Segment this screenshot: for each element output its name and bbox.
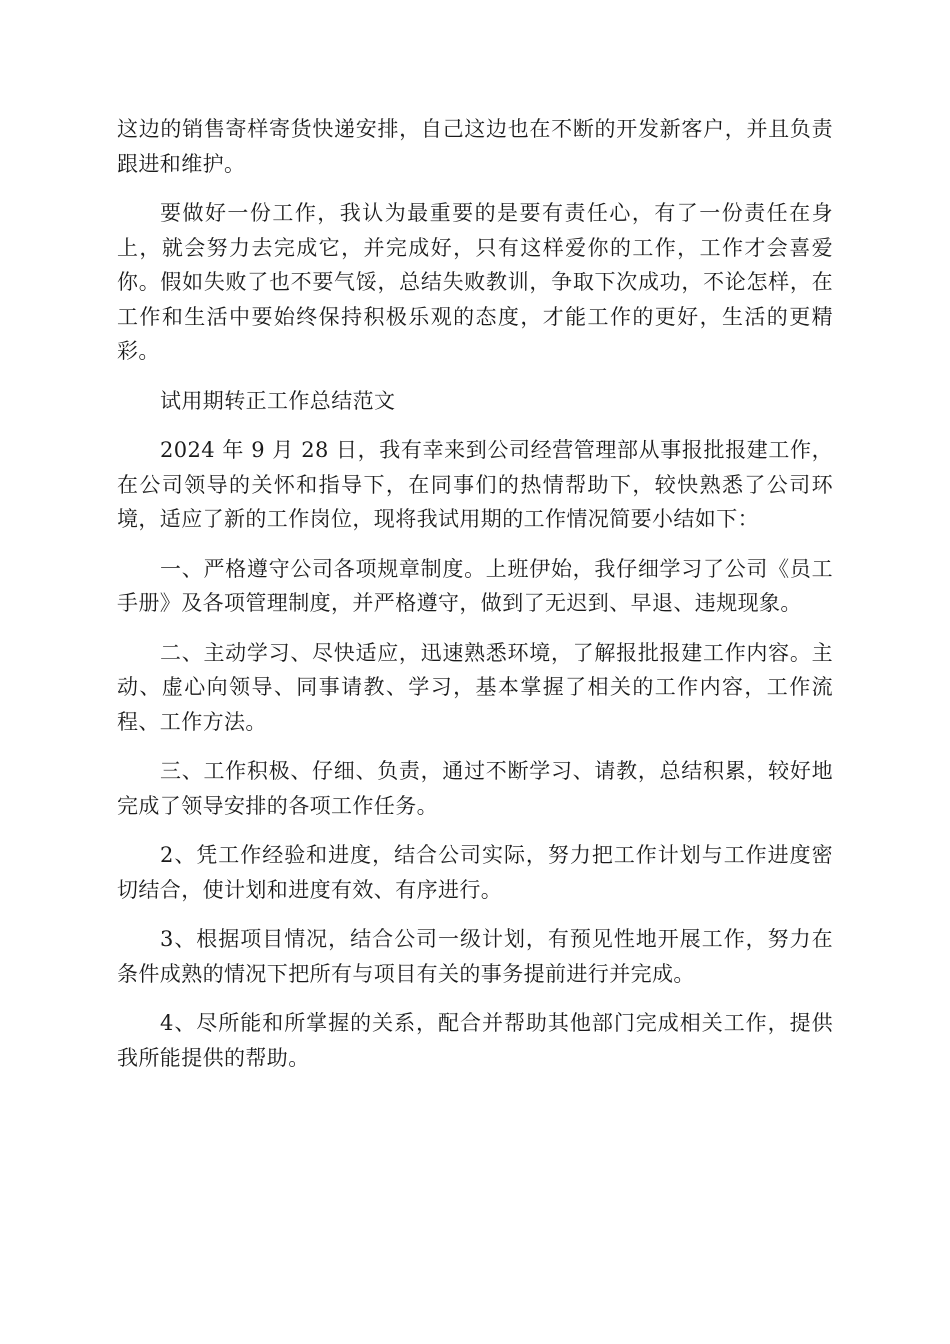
paragraph-continued: 这边的销售寄样寄货快递安排，自己这边也在不断的开发新客户，并且负责跟进和维护。 [117, 117, 833, 176]
document-body [117, 112, 833, 1090]
paragraph-subitem-2: 2、凭工作经验和进度，结合公司实际，努力把工作计划与工作进度密切结合，使计划和进度有效、有序进行。 [117, 843, 833, 902]
paragraph-subitem-3: 3、根据项目情况，结合公司一级计划，有预见性地开展工作，努力在条件成熟的情况下把所有与项目有关的事务提前进行并完成。 [117, 927, 833, 986]
paragraph-responsibility: 要做好一份工作，我认为最重要的是要有责任心，有了一份责任在身上，就会努力去完成它，并完成好，只有这样爱你的工作，工作才会喜爱你。假如失败了也不要气馁，总结失败教训，争取下次成功，不论怎样，在工作和生活中要始终保持积极乐观的态度，才能工作的更好，生活的更精彩。 [117, 201, 833, 363]
paragraph-item-2: 二、主动学习、尽快适应，迅速熟悉环境，了解报批报建工作内容。主动、虚心向领导、同事请教、学习，基本掌握了相关的工作内容，工作流程、工作方法。 [117, 640, 833, 734]
paragraph-item-1: 一、严格遵守公司各项规章制度。上班伊始，我仔细学习了公司《员工手册》及各项管理制度，并严格遵守，做到了无迟到、早退、违规现象。 [117, 556, 833, 615]
paragraph-subitem-4: 4、尽所能和所掌握的关系，配合并帮助其他部门完成相关工作，提供我所能提供的帮助。 [117, 1011, 833, 1070]
section-title: 试用期转正工作总结范文 [160, 388, 396, 413]
paragraph-intro: 2024 年 9 月 28 日，我有幸来到公司经营管理部从事报批报建工作，在公司领导的关怀和指导下，在同事们的热情帮助下，较快熟悉了公司环境，适应了新的工作岗位，现将我试用期的工作情况简要小结如下： [117, 438, 833, 531]
paragraph-item-3: 三、工作积极、仔细、负责，通过不断学习、请教，总结积累，较好地完成了领导安排的各项工作任务。 [117, 759, 833, 818]
